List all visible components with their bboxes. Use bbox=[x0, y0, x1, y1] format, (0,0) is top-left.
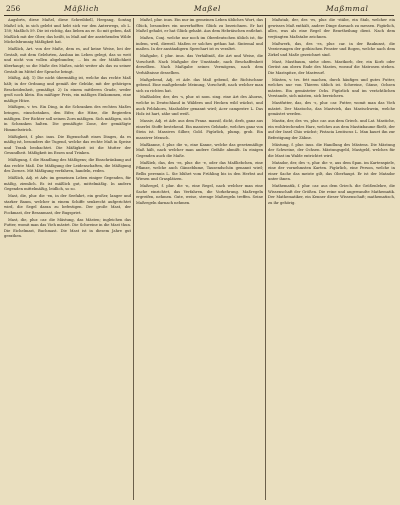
running-header bbox=[4, 3, 392, 14]
entry-paragraph: Mathematik, f. plur. car. aus dem Griech. die Größenlehre, die Wissenschaft der Größen. Die reine und angewandte Mathematik. Der Mathematiker, ein Kenner dieser Wissenschaft; mathematisch, zu ihr gehörig. bbox=[268, 184, 395, 205]
entry-paragraph: Mast, die, plur. die -en, in der Seefahrt, ein großer, langer und starker Baum, welcher in einem Schiffe senkrecht aufgerichtet wird, die Segel daran zu befestigen. Der große Mast, der Fockmast, der Besanmast, der Bugspriet. bbox=[4, 194, 131, 215]
column-divider bbox=[133, 18, 134, 500]
entry-paragraph: Mastix, der, des -es, plur. car. aus dem Griech. und Lat. Mastiche, ein wohlriechendes Harz, welches aus dem Mastixbaume fließt, der auf der Insel Chio wächst; Pistacia Lentiscus L. Man kauet ihn zur Befestigung der Zähne. bbox=[268, 119, 395, 140]
page-number: 256 bbox=[6, 4, 21, 13]
entry-paragraph: Maßel, plur. inus. Ein nur im gemeinen Leben übliches Wort, das Glück, besonders ein unverhofftes Glück zu bezeichnen. Er hat Maßel gehabt, er hat Glück gehabt. Aus dem Hebräischen entlehnt. bbox=[136, 18, 263, 34]
header-right-keyword: Maßmmal bbox=[326, 4, 369, 13]
entry-paragraph: Mastfutter, das, des -s, plur. car. Futter, womit man das Vieh mästet. Der Mastochs, das Mastvieh, das Mastschwein, welche gemästet werden. bbox=[268, 101, 395, 117]
entry-paragraph: Maßgabe, f. plur. inus. das Verhältniß, die Art und Weise, die Vorschrift. Nach Maßgabe der Umstände, nach Beschaffenheit derselben. Nach Maßgabe seines Vermögens, nach dem Verhältnisse desselben. bbox=[136, 53, 263, 75]
entry-paragraph: Mäßig, Adj. 1) Die nicht übermäßig ist, welche das rechte Maß hält; in der Ordnung und gemäß der Gebühr, mit der gehörigen Bescheidenheit, gemäßigt. 2) In einem mittleren Grade, weder groß noch klein. Ein mäßiger Preis, ein mäßiges Einkommen, eine mäßige Hitze. bbox=[4, 76, 131, 103]
header-center-keyword: Maßel bbox=[194, 4, 221, 13]
header-rule bbox=[4, 15, 394, 16]
column-divider bbox=[265, 18, 266, 500]
text-column-2 bbox=[136, 18, 263, 502]
entry-paragraph: Maßen, Conj. welche nur noch im Oberdeutschen üblich ist, für indem, weil, dieweil. Maßen er solches gethan hat. Sintemal und maßen. In der anständigern Sprechart ist es veraltet. bbox=[136, 35, 263, 52]
entry-paragraph: Maßstab, der, des -es, plur. die -stäbe, ein Stab, welcher ein gewisses Maß enthält, andere Dinge darnach zu messen. Figürlich, alles, was als eine Regel der Beurtheilung dient. Nach dem verjüngten Maßstabe zeichnen. bbox=[268, 18, 395, 39]
entry-paragraph: Maßregel, f. plur. die -n, eine Regel, nach welcher man eine Sache einrichtet, das Verfahren, die Vorkehrung. Maßregeln ergreifen, nehmen. Gute, weise, strenge Maßregeln treffen. Seine Maßregeln darnach nehmen. bbox=[136, 184, 263, 205]
entry-paragraph: Mäßigen, v. trs. Ein Ding, in die Schranken des rechten Maßes bringen, einschränken, den Eifer, die Hitze, die Begierden mäßigen. Der Richter soll seinen Zorn mäßigen. Sich mäßigen, sich in Schranken halten. Die gemäßigte Zone, der gemäßigte Himmelsstrich. bbox=[4, 105, 131, 132]
header-left-keyword: Mäßlich bbox=[64, 4, 100, 13]
entry-paragraph: Mäßigung, f. die Handlung des Mäßigens; die Einschränkung auf das rechte Maß. Die Mäßigung der Leidenschaften, die Mäßigung des Zornes. Mit Mäßigung verfahren, handeln, reden. bbox=[4, 158, 131, 174]
entry-paragraph: Maßkanne, f. plur. die -n, eine Kanne, welche das gesetzmäßige Maß hält, nach welcher man andere Gefäße abmißt. In einigen Gegenden auch die Maße. bbox=[136, 142, 263, 158]
entry-paragraph: Maßholder, der, des -s, plur. ut nom. sing. eine Art des Ahorns, welche in Deutschland in Wäldern und Hecken wild wächst, und auch Feldahorn, Masholder genannt wird; Acer campestre L. Das Holz ist hart, zähe und weiß. bbox=[136, 95, 263, 117]
entry-paragraph: Augsbrts, diese Maßel, diese Schreibbell, Hergang, Sontag Maßel ich, in sich gelebt und hebt sich vor den Anterwegs, ob L. 150; Maßlich 59. Die ist richtig, das lieben an er. So mit geben, daß Maßlich mit der Ober, das heißt, in Maß auf der anstehenden Wilde Michelsbrunnig Mäßigkeit hat. bbox=[4, 18, 131, 45]
entry-paragraph: Mästung, f. plur. inus. die Handlung des Mästens. Die Mästung der Schweine, der Ochsen. Mästungsgeld, Mastgeld, welches für die Mast im Walde entrichtet wird. bbox=[268, 142, 395, 158]
entry-paragraph: Maßlich, Art. von der Maße, dem es, auf keine Weise, bei der Gestalt, mit dem Gelehrten, Ausbau im Leben gelegt, das so weit und nicht von vollen abgebunden; ... bis zu der Mäßlichkeit überhaupt; so die Maße des Maßes, nicht weiter als das zu seiner Gestalt im Mittel der Sprache bringt. bbox=[4, 47, 131, 74]
entry-paragraph: Mäßigkeit, f. plur. inus. Die Eigenschaft eines Dinges, da es mäßig ist, besonders die Tugend, welche das rechte Maß in Speise und Trank beobachtet. Die Mäßigkeit ist die Mutter der Gesundheit. Mäßigkeit im Essen und Trinken. bbox=[4, 134, 131, 156]
text-column-1 bbox=[4, 18, 131, 502]
entry-paragraph: Mast, die, plur. car. die Mästung, das Mästen; ingleichen das Futter, womit man das Vieh mästet. Die Schweine in die Mast thun. Die Eichelmast, Buchmast. Die Mast ist in diesem Jahre gut gerathen. bbox=[4, 217, 131, 239]
entry-paragraph: Matador, der, des -s, plur. die -e, aus dem Span. im Kartenspiele, eine der vornehmsten Karten. Figürlich, eine Person, welche in einer Sache das meiste gilt, das Oberhaupt. Er ist der Matador unter ihnen. bbox=[268, 160, 395, 182]
entry-paragraph: Mästen, v. trs. fett machen, durch häufiges und gutes Futter, welches nur von Thieren üblich ist. Schweine, Gänse, Ochsen mästen. Ein gemästeter Ochs. Figürlich und im verächtlichen Verstande, sich mästen, sich bereichern. bbox=[268, 77, 395, 99]
entry-paragraph: Maßlieb, das, des -es, plur. die -e, oder das Maßliebchen, eine Pflanze, welche auch Gänseblume, Tausendschön genannt wird; Bellis perennis L. Sie blühet vom Frühling bis in den Herbst auf Wiesen und Grasplätzen. bbox=[136, 160, 263, 182]
entry-paragraph: Massiv, Adj. et Adv. aus dem Franz. massif, dicht, derb, ganz aus einerlei Stoffe bestehend. Ein massives Gebäude, welches ganz von Stein ist. Massives Silber, Gold. Figürlich, plump, grob. Ein massiver Mensch. bbox=[136, 119, 263, 140]
text-column-3 bbox=[268, 18, 395, 502]
entry-paragraph: Maßgebend, Adj. et Adv. das Maß gebend, die Richtschnur gebend. Eine maßgebende Meinung, Vorschrift, nach welcher man sich zu richten hat. bbox=[136, 77, 263, 93]
entry-paragraph: Mäßlich, Adj. et Adv. im gemeinen Leben einiger Gegenden, für mäßig, ziemlich. Es ist mäßlich gut, mittelmäßig. In andern Gegenden mittelmäßig, leidlich, so so. bbox=[4, 176, 131, 192]
entry-paragraph: Mast, Mastbaum, siehe oben. Mastkorb, der, ein Korb oder Gerüst am obern Ende des Mastes, worauf die Matrosen stehen. Die Mastspitze, der Mastwurf. bbox=[268, 59, 395, 75]
entry-paragraph: Maßwerk, das, des -es, plur. car. in der Baukunst, die Verzierungen der gothischen Fenster und Bogen, welche nach dem Zirkel und Maße gezeichnet sind. bbox=[268, 41, 395, 57]
